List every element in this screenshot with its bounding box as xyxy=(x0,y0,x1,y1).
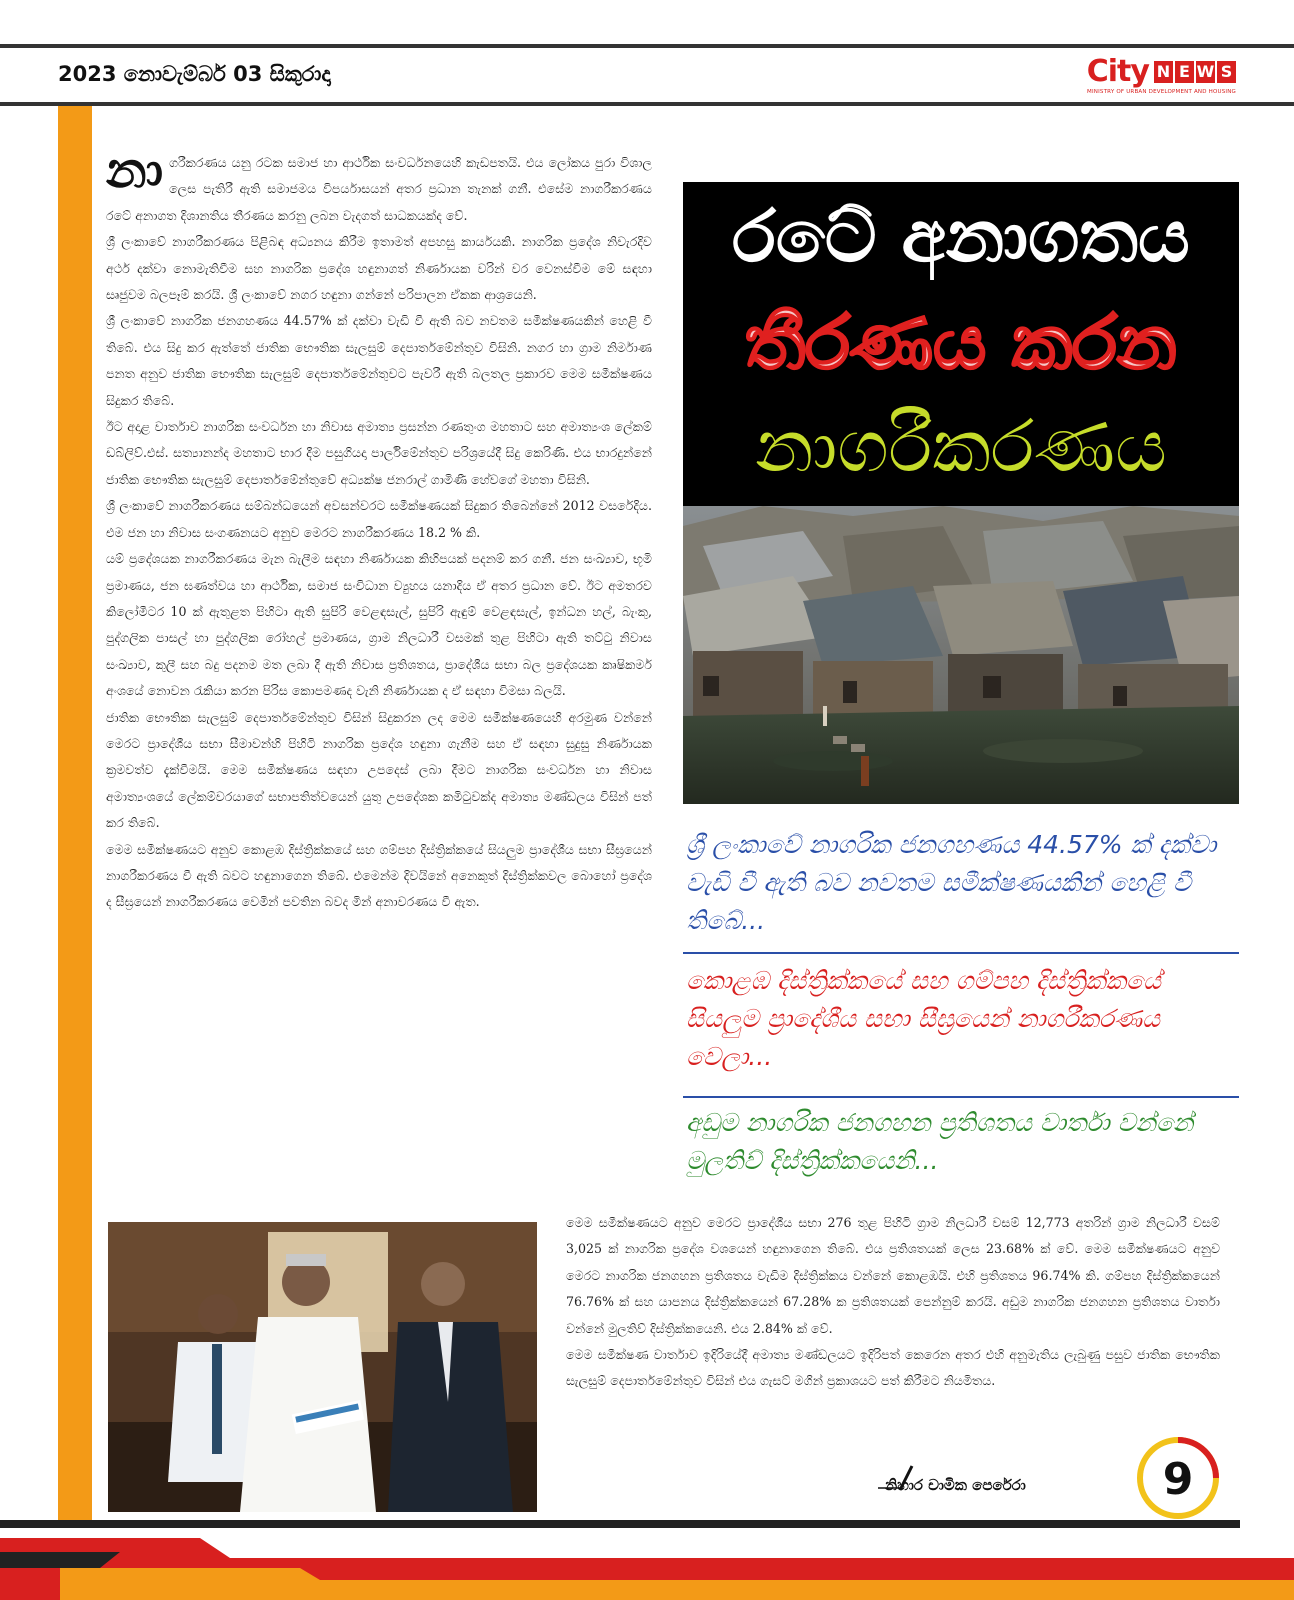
article-paragraph: මෙම සමීක්ෂණයට අනුව මෙරට ප්‍රාදේශීය සභා 276 තුළ පිහිටි ග්‍රාම නිලධාරී වසම් 12,773 අතරින් ග්‍රාම නිලධාරී වසම් 3,025 ක් නාගරික ප්‍රදේශ වශයෙන් හඳුනාගෙන තිබේ. එය ප්‍රතිශතයක් ලෙස 23.68% ක් වේ. මෙම සමීක්ෂණයට අනුව මෙරට නාගරික ජනගහන ප්‍රතිශතය වැඩිම දිස්ත්‍රික්කය වන්නේ කොළඹයි. එහි ප්‍රතිශතය 96.74% කි. ගම්පහ දිස්ත්‍රික්කයෙන් 76.76% ක් සහ යාපනය දිස්ත්‍රික්කයෙන් 67.28% ක ප්‍රතිශතයක් පෙන්නුම් කරයි. අඩුම නාගරික ජනගහන ප්‍රතිශතය වාර්තා වන්නේ මුලතිව් දිස්ත්‍රික්කයෙනි. එය 2.84% ක් වේ. xyxy=(566,1215,1220,1336)
logo-city-text: City xyxy=(1086,54,1149,89)
footer-stripes xyxy=(0,1520,1294,1600)
logo-letter: W xyxy=(1196,62,1215,81)
article-paragraph: ශ්‍රී ලංකාවේ නාගරික ජනගහණය 44.57% ක් දක්වා වැඩි වී ඇති බව නවතම සමීක්ෂණයකින් හෙළි වී තිබේ. එය සිදු කර ඇත්තේ ජාතික භෞතික සැලසුම් දෙපාර්තමේන්තුව විසිනි. නගර හා ග්‍රාම නිර්මාණ පනත අනුව ජාතික භෞතික සැලසුම් දෙපාර්තමේන්තුවට පැවරී ඇති බලතල ප්‍රකාරව මෙම සමීක්ෂණය සිදුකර තිබේ. xyxy=(106,313,652,408)
pullquote-colombo-gampaha: කොළඹ දිස්ත්‍රික්කයේ සහ ගම්පහ දිස්ත්‍රික්කයේ සියලුම ප්‍රාදේශීය සභා සීඝ්‍රයෙන් නාගරීකරණය වෙලා... xyxy=(686,966,1161,1071)
header-rule xyxy=(0,102,1294,106)
article-paragraph: නාගරීකරණය යනු රටක සමාජ හා ආර්ථික සංවර්ධනයෙහි කැඩපතයි. එය ලෝකය පුරා විශාල ලෙස පැතිරී ඇති සමාජමය විපර්යාසයන් අතර ප්‍රධාන තැනක් ගනී. එසේම නාගරීකරණය රටේ අනාගත දිශානතිය තීරණය කරනු ලබන වැදගත් සාධකයක්ද වේ. xyxy=(106,141,652,223)
drop-cap: නා xyxy=(106,141,164,199)
headline-line-3: නාගරීකරණය xyxy=(755,404,1167,488)
article-body-column xyxy=(106,141,652,916)
page-number: 9 xyxy=(1162,1454,1194,1505)
logo-news-letters xyxy=(1154,61,1236,83)
logo-letter: E xyxy=(1175,61,1194,83)
headline-line-2: තීරණය කරන xyxy=(745,300,1177,386)
logo-letter: N xyxy=(1154,61,1173,83)
author-byline: නිහාර චාමික පෙරේරා xyxy=(885,1476,1026,1494)
logo-subtitle: MINISTRY OF URBAN DEVELOPMENT AND HOUSING xyxy=(1087,89,1236,95)
article-paragraph: යම් ප්‍රදේශයක නාගරීකරණය මැන බැලීම සඳහා නිර්ණායක කිහිපයක් පදනම් කර ගනී. ජන සංඛ්‍යාව, භූමි ප්‍රමාණය, ජන ඝණත්වය හා ආර්ථික, සමාජ සංවිධාන ව්‍යුහය යනාදිය ඒ අතර ප්‍රධාන වේ. ඊට අමතරව කිලෝමීටර 10 ක් ඇතුළත පිහිටා ඇති සුපිරි වෙළඳසැල්, සුපිරි ඇඳුම් වෙළඳසැල්, ඉන්ධන හල්, බැංකු, පුද්ගලික පාසල් හා පුද්ගලික රෝහල් ප්‍රමාණය, ග්‍රාම නිලධාරී වසමක් තුළ පිහිටා ඇති තට්ටු නිවාස සංඛ්‍යාව, කුලී සහ බදු පදනම මත ලබා දී ඇති නිවාස ප්‍රතිශතය, ප්‍රාදේශීය සභා බල ප්‍රදේශයක කෘෂිකර්ම අංශයේ නොවන රැකියා කරන පිරිස කොපමණද වැනි නිර්ණායක ද ඒ සඳහා විමසා බලයි. xyxy=(106,551,652,699)
article-paragraph: ශ්‍රී ලංකාවේ නාගරීකරණය සම්බන්ධයෙන් අවසන්වරට සමීක්ෂණයක් සිදුකර තිබෙන්නේ 2012 වසරේදිය. එම ජන හා නිවාස සංගණනයට අනුව මෙරට නාගරීකරණය 18.2 % කි. xyxy=(106,498,652,540)
headline-box xyxy=(683,182,1239,506)
issue-date: 2023 නොවැම්බර් 03 සිකුරාදා xyxy=(58,62,331,86)
top-rule xyxy=(0,44,1294,48)
article-paragraph: ශ්‍රී ලංකාවේ නාගරීකරණය පිළිබඳ අධ්‍යනය කිරීම ඉතාමත් අපහසු කාර්යයකි. නාගරික ප්‍රදේශ නිවැරදිව අර්ථ දක්වා නොමැතිවීම සහ නාගරික ප්‍රදේශ හඳුනාගත් නිර්ණායක වරින් වර වෙනස්වීම මේ සඳහා සෘජුවම බලපෑම් කරයි. ශ්‍රී ලංකාවේ නගර හඳුනා ගන්නේ පරිපාලන ඒකක ආශ්‍රයෙනි. xyxy=(106,234,652,303)
article-paragraph: මෙම සමීක්ෂණයට අනුව කොළඹ දිස්ත්‍රික්කයේ සහ ගම්පහ දිස්ත්‍රික්කයේ සියලුම ප්‍රාදේශීය සභා සීඝ්‍රයෙන් නාගරීකරණය වී ඇති බවට හඳුනාගෙන තිබේ. එමෙන්ම දිවයිනේ අනෙකුත් දිස්ත්‍රික්කවල බොහෝ ප්‍රදේශ ද සීඝ්‍රයෙන් නාගරීකරණය වෙමින් පවතින බවද මින් අනාවරණය වී ඇත. xyxy=(106,841,652,910)
handover-ceremony-photo xyxy=(108,1222,537,1512)
logo-letter: S xyxy=(1217,61,1236,83)
article-body-continued xyxy=(566,1210,1220,1395)
citynews-logo xyxy=(1087,54,1236,95)
pullquote-mullaitivu: අඩුම නාගරික ජනගහන ප්‍රතිශතය වාර්තා වන්නේ මුලතිව් දිස්ත්‍රික්කයෙනි... xyxy=(686,1108,1194,1175)
article-paragraph: මෙම සමීක්ෂණ වාර්තාව ඉදිරියේදී අමාත්‍ය මණ්ඩලයට ඉදිරිපත් කෙරෙන අතර එහි අනුමැතිය ලැබුණු පසුව ජාතික භෞතික සැලසුම් දෙපාර්තමේන්තුව විසින් එය ගැසට් මගින් ප්‍රකාශයට පත් කිරීමට නියමිතය. xyxy=(566,1347,1220,1389)
pullquote-divider xyxy=(683,952,1239,954)
pullquote-divider xyxy=(683,1096,1239,1098)
article-paragraph: ඊට අදාළ වාර්තාව නාගරික සංවර්ධන හා නිවාස අමාත්‍ය ප්‍රසන්න රණතුංග මහතාට සහ අමාත්‍යංශ ලේකම් ඩබ්ලිව්.එස්. සත්‍යානන්ද මහතාට භාර දීම පසුගියදා පාර්ලිමේන්තුව පරිශ්‍රයේදී සිදු කෙරිණි. එය භාරදුන්නේ ජාතික භෞතික සැලසුම් දෙපාර්තමේන්තුවේ අධ්‍යක්ෂ ජනරාල් ගාමිණී හේවගේ මහතා විසිනි. xyxy=(106,419,652,487)
side-accent-bar xyxy=(58,106,92,1524)
article-paragraph: ජාතික භෞතික සැලසුම් දෙපාර්තමේන්තුව විසින් සිදුකරන ලද මෙම සමීක්ෂණයෙහි අරමුණ වන්නේ මෙරට ප්‍රාදේශීය සභා සීමාවන්හි පිහිටි නාගරික ප්‍රදේශ හඳුනා ගැනීම සහ ඒ සඳහා සුදුසු නිර්ණායක ක්‍රමවත්ව දැක්වීමයි. මෙම සමීක්ෂණය සඳහා උපදෙස් ලබා දීමට නාගරික සංවර්ධන හා නිවාස අමාත්‍යංශයේ ලේකම්වරයාගේ සභාපතිත්වයෙන් යුතු උපදේශක කමිටුවක්ද අමාත්‍ය මණ්ඩලය විසින් පත් කර තිබේ. xyxy=(106,709,652,831)
pullquote-urban-population: ශ්‍රී ලංකාවේ නාගරික ජනගහණය 44.57% ක් දක්වා වැඩි වී ඇති බව නවතම සමීක්ෂණයකින් හෙළි වී තිබේ... xyxy=(686,830,1217,935)
page-number-badge xyxy=(1136,1436,1220,1520)
headline-line-1: රටේ අනාගතය xyxy=(732,194,1190,278)
slum-photo xyxy=(683,506,1239,804)
